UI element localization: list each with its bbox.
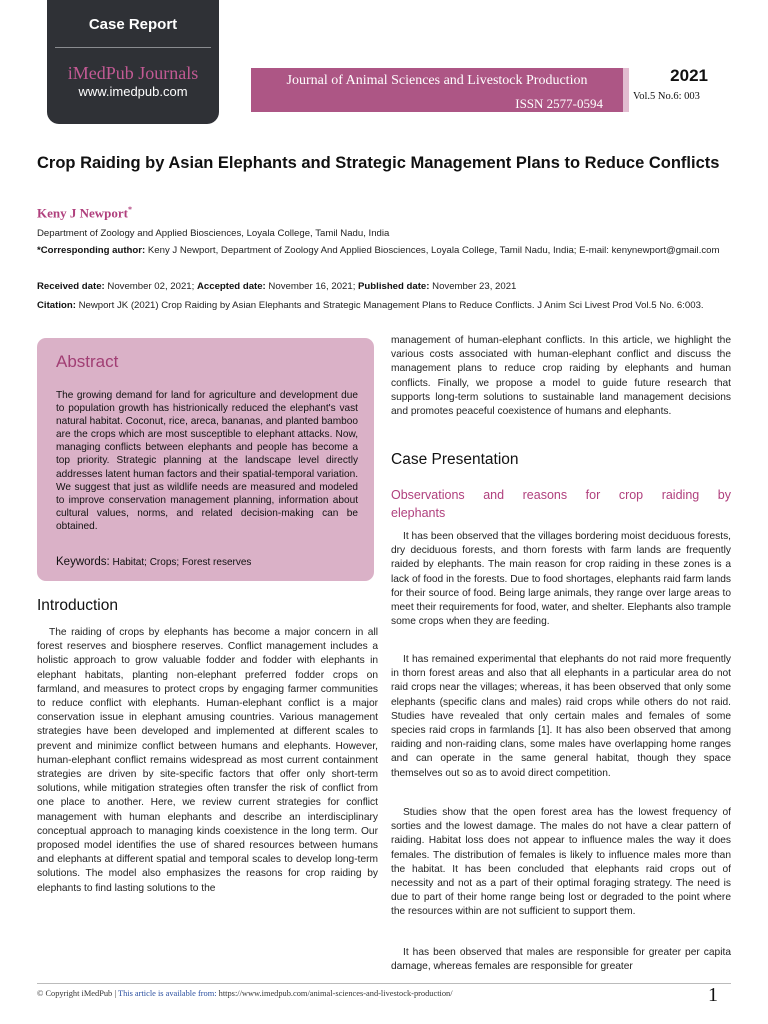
author-text: Keny J Newport bbox=[37, 205, 128, 221]
case-presentation-heading: Case Presentation bbox=[391, 451, 519, 468]
introduction-text: The raiding of crops by elephants has become a major concern in all forest reserves and biosphere reserves. Conflict management includes a holistic approach to grow valuable fodder and fodder with elephants in elephant habitats, planting non-elephant preferred fodder crops on farmland, and measures to protect crops by engaging farmer communities to reduce conflict with elephants. Human-elephant conflict is a major conservation issue in elephant amusing countries. Various management strategies have been developed and implemented at different scales to prevent and minimize conflict between humans and elephants. However, human-elephant conflict remains widespread as most current containment strategies are driven by site-specific factors that offer only short-term solutions, while mitigation strategies often transfer the risk of conflict from one place to another. Here, we review current strategies for conflict management with human elephants and describe an interdisciplinary conceptual approach to managing kinds coexistence in the long term. Our proposed model identifies the use of shared resources between humans and elephants at different spatial and temporal scales to develop long-term solutions. The model also emphasizes the reasons for crop raiding by elephants to find lasting solutions to the bbox=[37, 627, 378, 894]
affiliation: Department of Zoology and Applied Biosciences, Loyala College, Tamil Nadu, India bbox=[37, 228, 390, 239]
author-mark: * bbox=[128, 205, 132, 214]
received-date: November 02, 2021; bbox=[104, 281, 197, 292]
banner-accent-strip bbox=[623, 68, 629, 112]
observations-subheading: Observations and reasons for crop raiding by elephants bbox=[391, 488, 731, 520]
published-label: Published date: bbox=[358, 281, 430, 292]
abstract-heading: Abstract bbox=[56, 352, 119, 371]
accepted-label: Accepted date: bbox=[196, 281, 266, 292]
copyright: © Copyright iMedPub | bbox=[37, 989, 118, 998]
issn: ISSN 2577-0594 bbox=[515, 96, 603, 111]
published-date: November 23, 2021 bbox=[429, 281, 517, 292]
keywords-label: Keywords: bbox=[56, 556, 110, 568]
abstract-text: The growing demand for land for agriculture and development due to population growth has histrionically reduced the elephant's vast natural habitat. Coconut, rice, areca, bananas, and planted bamboo are the crops which are most susceptible to elephant attacks. Now, managing conflicts between elephants and people has become a top priority. Strategic planning at the landscape level directly addresses latent human factors and their spatial-temporal variation. We suggest that just as wildlife needs are measured and modeled to improve conservation management planning, information about cultural values, norms, and related decision-making can be obtained. bbox=[56, 390, 358, 532]
available-label: This article is available from: bbox=[117, 989, 217, 998]
article-type-label: Case Report bbox=[88, 16, 178, 33]
corresponding-text: Keny J Newport, Department of Zoology And Applied Biosciences, Loyala College, Tamil Nadu, India; E-mail: kenynewport@gmail.com bbox=[145, 245, 720, 256]
publisher-name: iMedPub Journals bbox=[67, 63, 199, 83]
volume-issue: Vol.5 No.6: 003 bbox=[633, 91, 700, 102]
corresponding-author bbox=[37, 243, 731, 259]
page-number: 1 bbox=[708, 984, 718, 1006]
author-name bbox=[37, 205, 132, 221]
received-label: Received date: bbox=[37, 281, 105, 292]
publisher-website-link[interactable]: www.imedpub.com bbox=[78, 84, 188, 99]
citation bbox=[37, 298, 731, 314]
accepted-date: November 16, 2021; bbox=[265, 281, 359, 292]
introduction-heading: Introduction bbox=[37, 597, 118, 614]
footer bbox=[37, 989, 453, 998]
corresponding-label: *Corresponding author: bbox=[37, 245, 146, 256]
article-url-link[interactable]: https://www.imedpub.com/animal-sciences-and-livestock-production/ bbox=[216, 989, 453, 998]
footer-divider bbox=[37, 983, 731, 984]
article-title: Crop Raiding by Asian Elephants and Strategic Management Plans to Reduce Conflicts bbox=[37, 154, 720, 172]
case-paragraph-3: Studies show that the open forest area has the lowest frequency of sorties and the lowest damage. The males do not have a clear pattern of raiding. Habitat loss does not appear to influence males the way it does females. The distribution of females is likely to influence males more than the habitat. It has been concluded that elephants raid crops out of necessity and not as a part of their optimal foraging strategy. The need is due to part of their home range being lost or degraded to the point where the resources within are not sufficient to support them. bbox=[391, 807, 731, 918]
keywords bbox=[56, 556, 251, 568]
publication-year: 2021 bbox=[670, 66, 708, 85]
journal-name: Journal of Animal Sciences and Livestock Production bbox=[286, 73, 588, 88]
case-paragraph-1: It has been observed that the villages bordering moist deciduous forests, dry deciduous forests, and thorn forests with farm lands are frequently raided by elephants. The main reason for crop raiding in these zones is a lack of food in the forests. Due to food shortages, elephants raid farm lands for their source of food. Being large animals, they range over large areas to meet their requirements for food, water, and shelter. Elephants also trample some crops when they are feeding. bbox=[391, 531, 731, 628]
case-paragraph-2: It has remained experimental that elephants do not raid more frequently in thorn forest areas and also that all elephants in a particular area do not raid crops near the villages; whereas, it has been observed that only some elephants (specific clans and males) raid crops while others do not raid. Studies have revealed that only certain males and females of some species raid crops in farmlands [1]. It has also been observed that among raiding and non-raiding clans, some males have overlapping home ranges and can operate in the same general habitat, though they space themselves out so as to avoid direct competition. bbox=[391, 654, 731, 779]
article-dates bbox=[37, 279, 731, 295]
divider bbox=[55, 47, 211, 48]
citation-label: Citation: bbox=[37, 300, 76, 311]
introduction-continuation: management of human-elephant conflicts. In this article, we highlight the various costs associated with human-elephant conflict and discuss the management plans to reduce crop raiding by elephants and human conflicts. Finally, we propose a model to guide future research that supports long-term solutions to sustainable land management decisions and promotes peaceful coexistence of humans and elephants. bbox=[391, 335, 731, 418]
citation-text: Newport JK (2021) Crop Raiding by Asian Elephants and Strategic Management Plans to Reduce Conflicts. J Anim Sci Livest Prod Vol.5 No. 6:003. bbox=[75, 300, 704, 311]
case-paragraph-4: It has been observed that males are responsible for greater per capita damage, whereas females are responsible for greater bbox=[391, 947, 731, 973]
keywords-list: Habitat; Crops; Forest reserves bbox=[109, 557, 252, 568]
